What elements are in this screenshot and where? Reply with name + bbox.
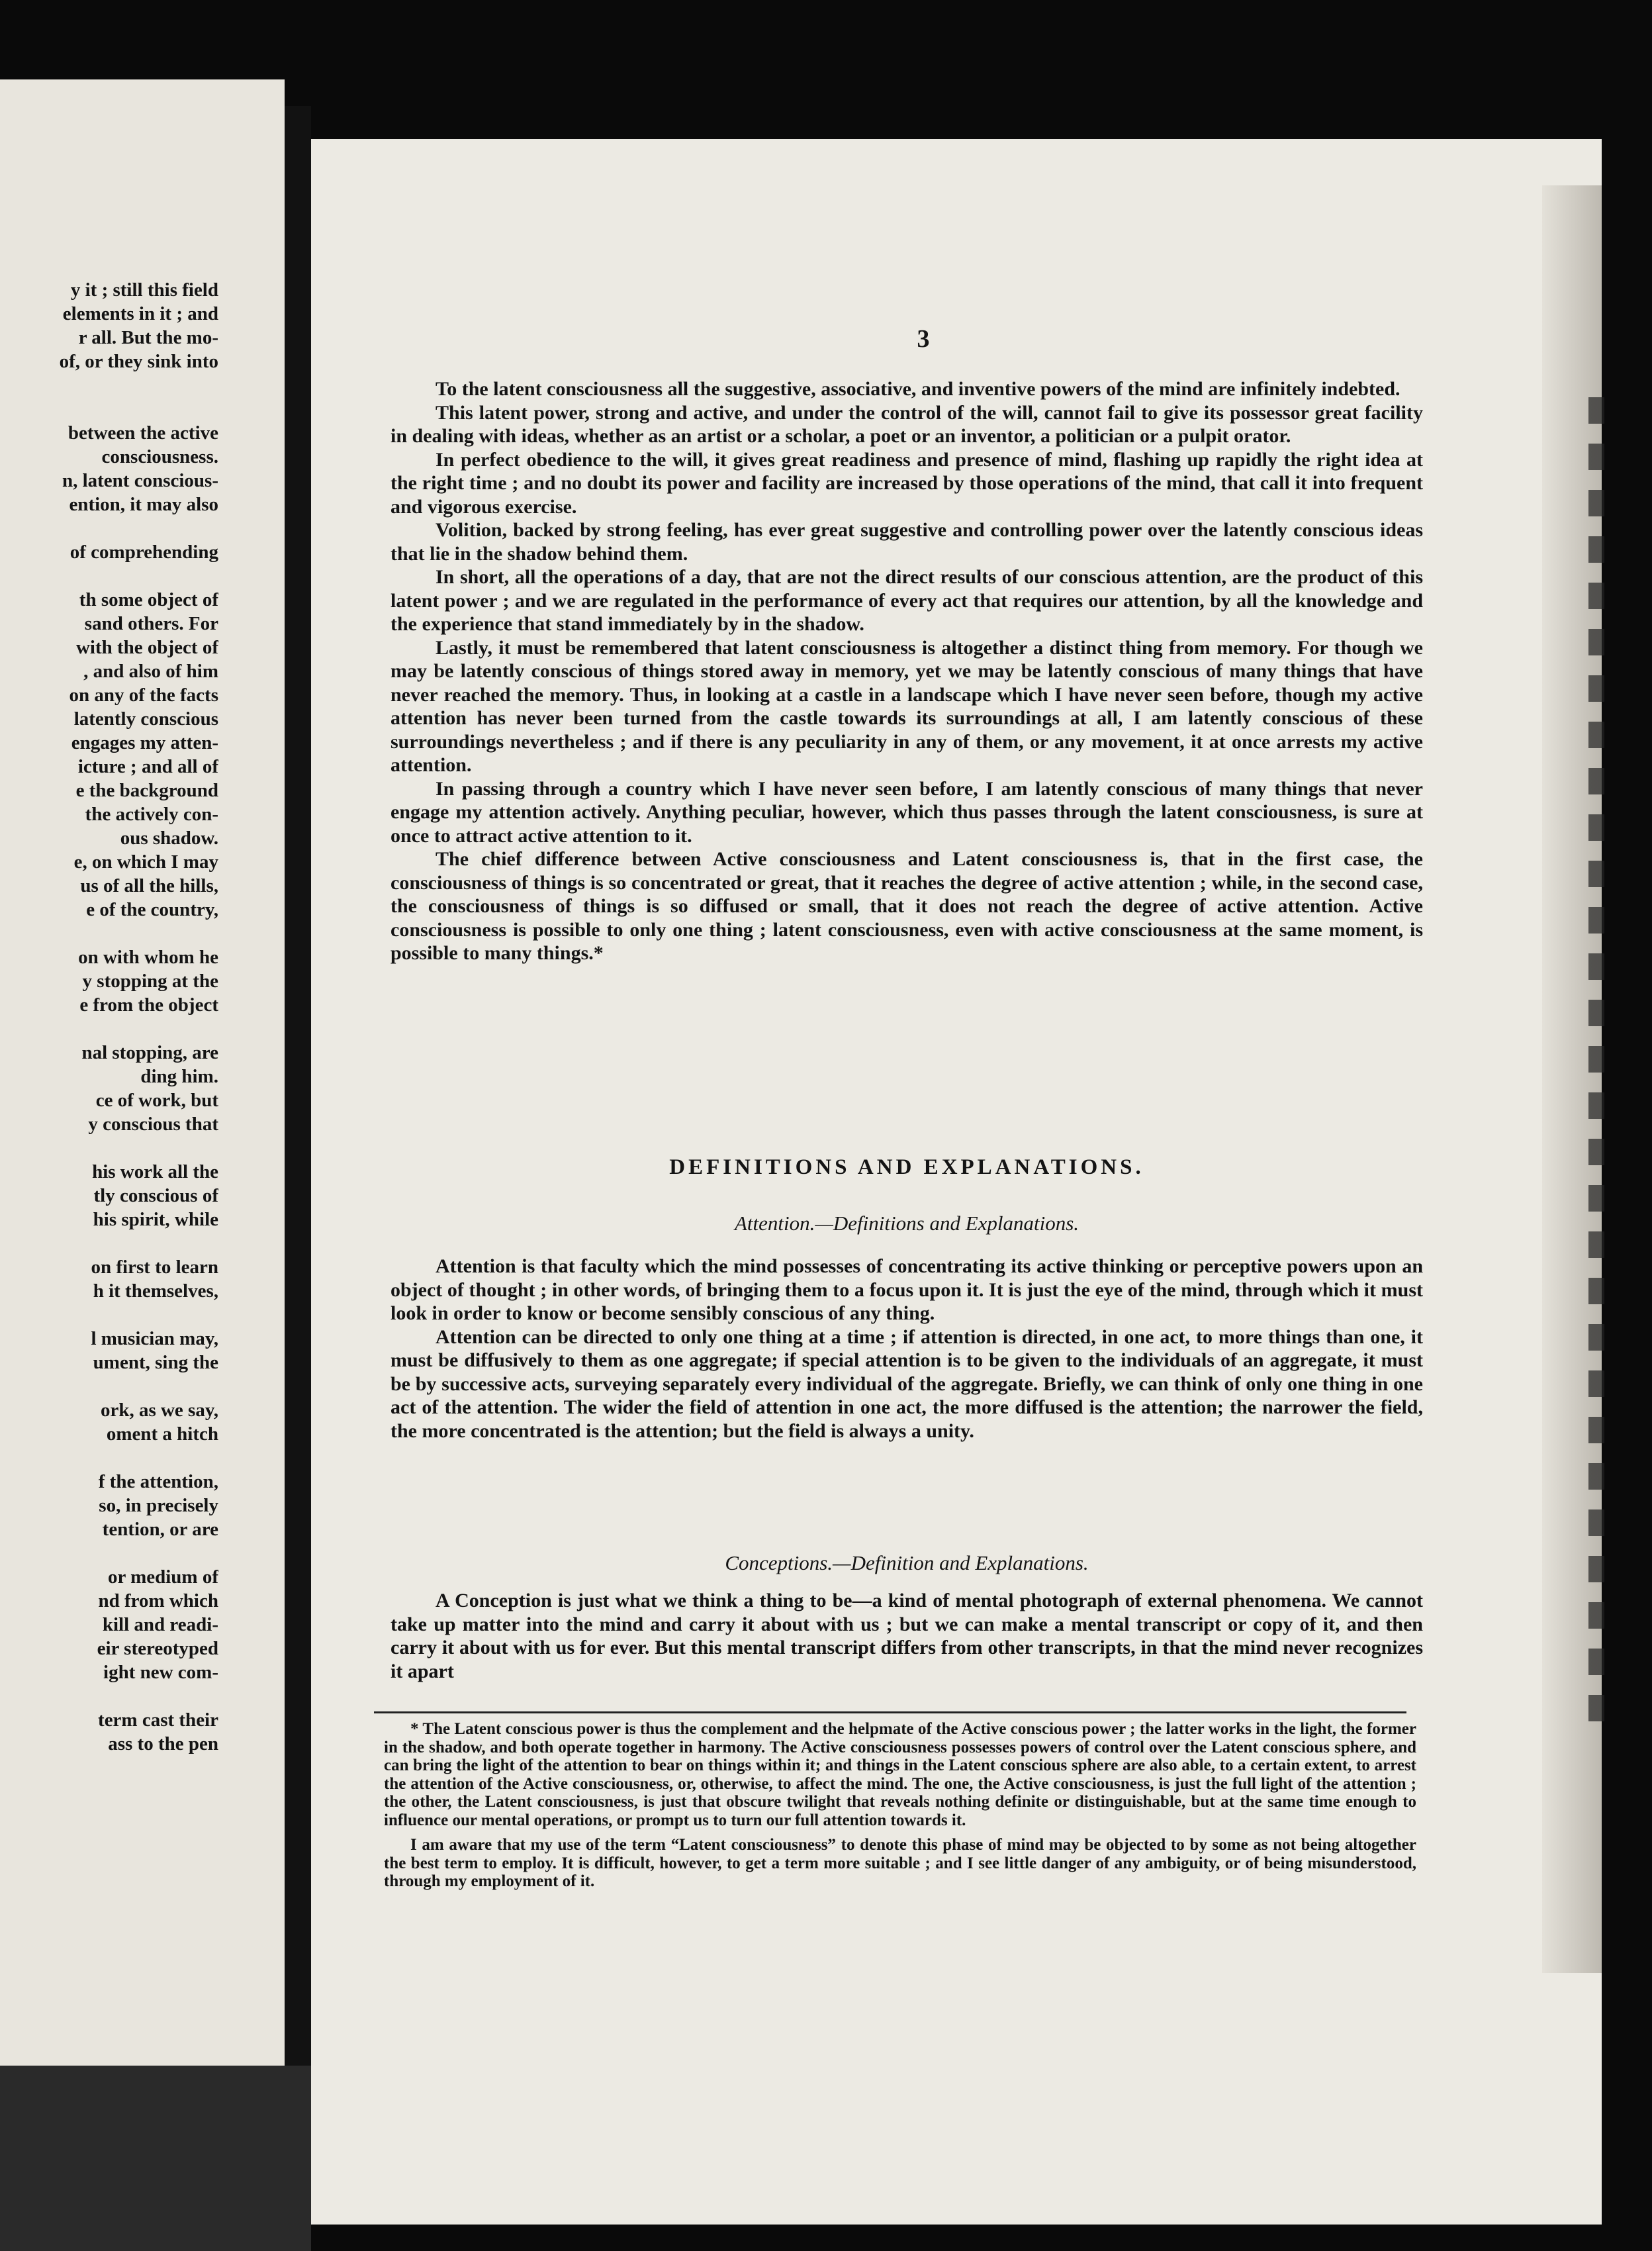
facing-page-line: ous shadow. [120,828,218,849]
footnote: * The Latent conscious power is thus the complement and the helpmate of the Active conscious power ; the latter works in the light, the former in the shadow, and both operate together in harmony. The Active consciousness possesses powers of control over the Latent conscious sphere, and can bring the light of the attention to bear on things within it; and things in the Latent conscious sphere are also able, to a certain extent, to arrest the attention of the Active consciousness, or, otherwise, to affect the mind. The one, the Active consciousness, is just the full light of the attention ; the other, the Latent consciousness, is just that obscure twilight that reveals nothing definite or distinguishable, but at the same time enough to influence our mental operations, or prompt us to turn our full attention towards it. [384,1720,1416,1829]
facing-page-line [0,922,218,945]
facing-page-line: on with whom he [78,947,218,968]
facing-page-line: engages my atten- [71,732,218,753]
facing-page-line: y conscious that [88,1114,218,1135]
facing-page-line: consciousness. [101,446,218,467]
facing-page-line: l musician may, [91,1328,218,1349]
facing-page-line: f the attention, [98,1471,218,1492]
paragraph: A Conception is just what we think a thing to be—a kind of mental photograph of external phenomena. We cannot take up matter into the mind and carry it about with us ; but we can make a mental transcript or copy of it, and then carry it about with us for ever. But this mental transcript differs from other transcripts, in that the mind never recognizes it apart [390,1590,1423,1682]
facing-page-line: on any of the facts [69,685,218,706]
paragraph: Attention can be directed to only one thing at a time ; if attention is directed, in one act, to more things than one, it must be diffusively to them as one aggregate; if special attention is to be given to the individuals of an aggregate, it must be by successive acts, surveying separately every individual of the aggregate. Briefly, we can think of only one thing in one act of the attention. The wider the field of attention in one act, the more diffused is the attention; the narrower the field, the more concentrated is the attention; but the field is always a unity. [390,1325,1423,1442]
facing-page-line: of, or they sink into [59,351,218,372]
facing-page-line: tly conscious of [93,1185,218,1206]
facing-page-line: kill and readi- [102,1614,218,1635]
section-heading: DEFINITIONS AND EXPLANATIONS. [669,1155,1144,1179]
facing-page-line: between the active [68,422,218,444]
facing-page-line: his spirit, while [93,1209,218,1230]
facing-page-line [0,1684,218,1708]
facing-page-line: oment a hitch [106,1423,218,1445]
paragraph: In short, all the operations of a day, that are not the direct results of our conscious attention, are the product of this latent power ; and we are regulated in the performance of every act that requires our attention, by all the knowledge and the experience that stand immediately by in the shadow. [390,566,1423,635]
paragraph: In perfect obedience to the will, it gives great readiness and presence of mind, flashing up rapidly the right idea at the right time ; and no doubt its power and facility are increased by those operations of the mind, that call it into frequent and vigorous exercise. [390,448,1423,518]
conceptions-subheading: Conceptions.—Definition and Explanations. [725,1551,1089,1574]
facing-page-line: with the object of [75,637,218,658]
paragraph: The chief difference between Active consciousness and Latent consciousness is, that in the first case, the consciousness of things is so concentrated or great, that it reaches the degree of active attention ; while, in the second case, the consciousness of things is so diffused or small, that it does not reach the degree of active attention. Active consciousness is possible to only one thing ; latent consciousness, even with active consciousness at the same moment, is possible to many things.* [390,848,1423,964]
facing-page-line [0,397,218,421]
facing-page-line: e from the object [79,994,218,1016]
facing-page-line: nd from which [98,1590,218,1611]
facing-page-line: latently conscious [73,708,218,730]
facing-page-line: or medium of [107,1566,218,1588]
attention-subheading: Attention.—Definitions and Explanations. [734,1212,1079,1235]
paragraph: To the latent consciousness all the suggestive, associative, and inventive powers of the mind are infinitely indebted. [436,378,1400,400]
facing-page-line: on first to learn [91,1257,218,1278]
facing-page-line: e of the country, [86,899,218,920]
facing-page-line: the actively con- [85,804,218,825]
paragraph: Attention is that faculty which the mind possesses of concentrating its active thinking or perceptive powers upon an object of thought ; in other words, of bringing them to a focus upon it. It is just the eye of the mind, through which it must look in order to know or become sensibly conscious of any thing. [390,1255,1423,1324]
body-text [390,377,1423,965]
facing-page-line: of comprehending [69,542,218,563]
facing-page-line [0,1017,218,1041]
facing-page-line [0,516,218,540]
page-number: 3 [917,325,930,353]
facing-page-line: , and also of him [83,661,218,682]
facing-page-line: ass to the pen [108,1733,218,1754]
facing-page-line: ument, sing the [93,1352,218,1373]
facing-page-line: h it themselves, [93,1280,218,1302]
facing-page-line: ce of work, but [95,1090,218,1111]
paragraph: Lastly, it must be remembered that latent consciousness is altogether a distinct thing from memory. For though we may be latently conscious of things stored away in memory, yet we may be latently conscious of many things that have never reached the memory. Thus, in looking at a castle in a landscape which I have never seen before, though my active attention has never been turned from the castle towards its surroundings at all, I am latently conscious of these surroundings nevertheless ; and if there is any peculiarity in any of them, or any movement, it at once arrests my active attention. [390,636,1423,776]
facing-page-line [0,564,218,588]
facing-page-line [0,1136,218,1160]
facing-page-line: e the background [75,780,218,801]
paragraph: Volition, backed by strong feeling, has ever great suggestive and controlling power over the latently conscious ideas that lie in the shadow behind them. [390,519,1423,565]
facing-page-line: us of all the hills, [80,875,218,896]
footnote: I am aware that my use of the term “Latent consciousness” to denote this phase of mind may be objected to by some as not being altogether the best term to employ. It is difficult, however, to get a term more suitable ; and I see little danger of any ambiguity, or of being misunderstood, through my employment of it. [384,1836,1416,1890]
paragraph: In passing through a country which I have never seen before, I am latently conscious of many things that never engage my attention actively. Anything peculiar, however, which thus passes through the latent consciousness, is sure at once to attract active attention to it. [390,777,1423,847]
facing-page-line: icture ; and all of [77,756,218,777]
facing-page-line: e, on which I may [73,851,218,873]
book-binding-gutter [285,106,311,2158]
attention-text [390,1255,1423,1443]
conceptions-text [390,1589,1423,1683]
footnotes [384,1720,1416,1891]
facing-page-line [0,1374,218,1398]
facing-page-line: sand others. For [84,613,218,634]
facing-page-line: term cast their [98,1709,218,1731]
facing-page-line: his work all the [92,1161,218,1182]
facing-page-line: n, latent conscious- [62,470,218,491]
facing-page-line: ding him. [140,1066,218,1087]
facing-page-line [0,1303,218,1327]
facing-page-line: r all. But the mo- [78,327,218,348]
paragraph: This latent power, strong and active, and under the control of the will, cannot fail to give its possessor great facility in dealing with ideas, whether as an artist or a scholar, a poet or an inventor, a politician or a pulpit orator. [390,401,1423,447]
facing-page-line: so, in precisely [99,1495,218,1516]
footnote-divider [374,1711,1406,1713]
facing-page-line [0,1446,218,1470]
facing-page-text-fragments [0,278,218,1756]
facing-page-line: eir stereotyped [97,1638,218,1659]
bottom-left-shadow [0,2066,311,2251]
facing-page-line: ention, it may also [69,494,218,515]
page-edge-bleed-marks [1588,397,1604,1721]
facing-page-line: ork, as we say, [100,1400,218,1421]
facing-page-line: tention, or are [102,1519,218,1540]
facing-page-line: th some object of [79,589,218,610]
facing-page-line: y stopping at the [82,971,218,992]
facing-page-line [0,373,218,397]
facing-page-line: ight new com- [103,1662,218,1683]
facing-page-line: nal stopping, are [81,1042,218,1063]
facing-page-line: elements in it ; and [62,303,218,324]
facing-page-line: y it ; still this field [70,279,218,301]
facing-page-line [0,1541,218,1565]
facing-page-line [0,1231,218,1255]
